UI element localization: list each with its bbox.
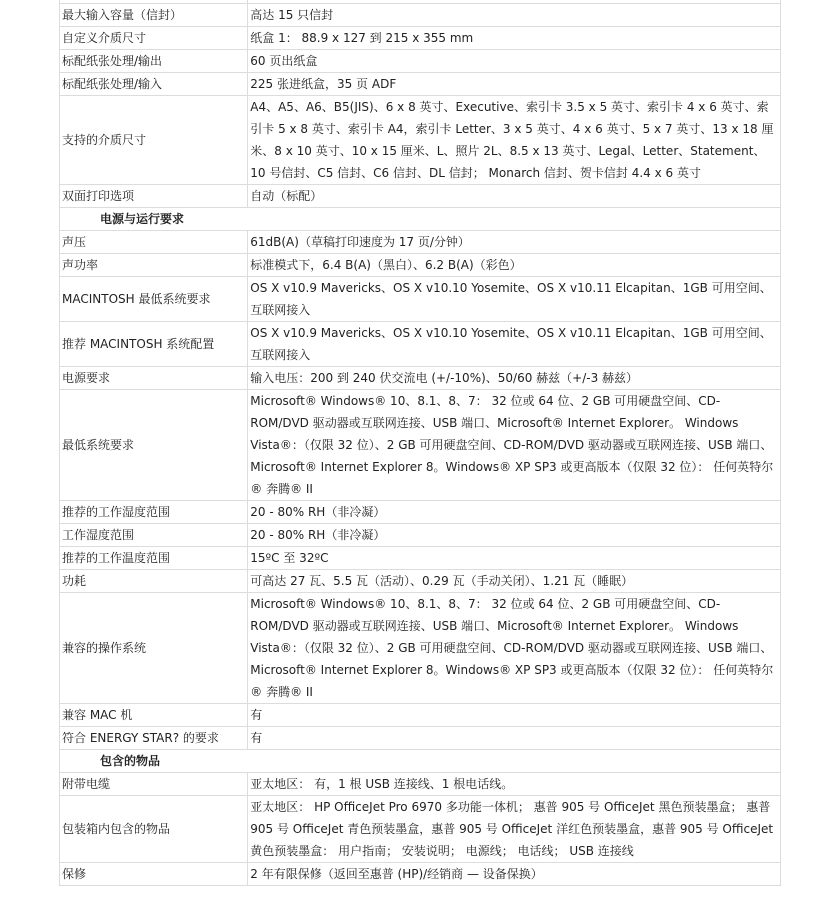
spec-label: 符合 ENERGY STAR? 的要求 xyxy=(60,727,248,750)
spec-value: A4、A5、A6、B5(JIS)、6 x 8 英寸、Executive、索引卡 3.5 x 5 英寸、索引卡 4 x 6 英寸、索引卡 5 x 8 英寸、索引卡 A4，索引卡 Letter、3 x 5 英寸、4 x 6 英寸、5 x 7 英寸、13 x 18 厘米、8 x 10 英寸、10 x 15 厘米、L、照片 2L、8.5 x 13 英寸、Legal、Letter、Statement、10 号信封、C5 信封、C6 信封、DL 信封； Monarch 信封、贺卡信封 4.4 x 6 英寸 xyxy=(248,96,781,185)
spec-value: 可高达 27 瓦、5.5 瓦（活动）、0.29 瓦（手动关闭）、1.21 瓦（睡眠） xyxy=(248,570,781,593)
spec-label: 双面打印选项 xyxy=(60,185,248,208)
spec-value: OS X v10.9 Mavericks、OS X v10.10 Yosemite、OS X v10.11 Elcapitan、1GB 可用空间、互联网接入 xyxy=(248,277,781,322)
section-row xyxy=(60,750,781,773)
table-row xyxy=(60,50,781,73)
spec-group-power xyxy=(60,231,781,750)
spec-value: 标准模式下，6.4 B(A)（黑白）、6.2 B(A)（彩色） xyxy=(248,254,781,277)
spec-value: 20 - 80% RH（非冷凝） xyxy=(248,524,781,547)
section-heading-power: 电源与运行要求 xyxy=(60,208,781,231)
table-row xyxy=(60,570,781,593)
spec-label: 推荐的工作温度范围 xyxy=(60,547,248,570)
table-row xyxy=(60,863,781,886)
table-row xyxy=(60,231,781,254)
spec-group-media xyxy=(60,4,781,208)
table-row xyxy=(60,96,781,185)
spec-label: 标配纸张处理/输入 xyxy=(60,73,248,96)
spec-label: 电源要求 xyxy=(60,367,248,390)
spec-label: 工作湿度范围 xyxy=(60,524,248,547)
table-row xyxy=(60,390,781,501)
table-row xyxy=(60,547,781,570)
section-row xyxy=(60,208,781,231)
spec-value: Microsoft® Windows® 10、8.1、8、7： 32 位或 64 位、2 GB 可用硬盘空间、CD-ROM/DVD 驱动器或互联网连接、USB 端口、Microsoft® Internet Explorer。 Windows Vista®：（仅限 32 位）、2 GB 可用硬盘空间、CD-ROM/DVD 驱动器或互联网连接、USB 端口、Microsoft® Internet Explorer 8。Windows® XP SP3 或更高版本（仅限 32 位）： 任何英特尔® 奔腾® II xyxy=(248,593,781,704)
table-row xyxy=(60,73,781,96)
spec-label: 附带电缆 xyxy=(60,773,248,796)
spec-value: 20 - 80% RH（非冷凝） xyxy=(248,501,781,524)
table-row xyxy=(60,4,781,27)
table-row xyxy=(60,524,781,547)
table-row xyxy=(60,277,781,322)
spec-label: 功耗 xyxy=(60,570,248,593)
spec-label: 标配纸张处理/输出 xyxy=(60,50,248,73)
table-row xyxy=(60,27,781,50)
spec-label: 最低系统要求 xyxy=(60,390,248,501)
spec-value: 自动（标配） xyxy=(248,185,781,208)
spec-label: 兼容 MAC 机 xyxy=(60,704,248,727)
spec-label: 推荐 MACINTOSH 系统配置 xyxy=(60,322,248,367)
table-row xyxy=(60,796,781,863)
spec-value: 输入电压：200 到 240 伏交流电 (+/-10%)、50/60 赫兹（+/-3 赫兹） xyxy=(248,367,781,390)
spec-label: 支持的介质尺寸 xyxy=(60,96,248,185)
spec-value: 15ºC 至 32ºC xyxy=(248,547,781,570)
spec-value: 61dB(A)（草稿打印速度为 17 页/分钟） xyxy=(248,231,781,254)
spec-label: 声功率 xyxy=(60,254,248,277)
spec-value: 2 年有限保修（返回至惠普 (HP)/经销商 — 设备保换） xyxy=(248,863,781,886)
spec-label: 声压 xyxy=(60,231,248,254)
spec-value: 亚太地区： 有，1 根 USB 连接线、1 根电话线。 xyxy=(248,773,781,796)
table-row xyxy=(60,185,781,208)
spec-value: 有 xyxy=(248,704,781,727)
table-row xyxy=(60,704,781,727)
table-row xyxy=(60,322,781,367)
spec-group-included xyxy=(60,773,781,886)
spec-label: 包装箱内包含的物品 xyxy=(60,796,248,863)
spec-value: 纸盒 1： 88.9 x 127 到 215 x 355 mm xyxy=(248,27,781,50)
spec-value: 亚太地区： HP OfficeJet Pro 6970 多功能一体机； 惠普 905 号 OfficeJet 黑色预装墨盒； 惠普 905 号 OfficeJet 青色预装墨盒，惠普 905 号 OfficeJet 洋红色预装墨盒，惠普 905 号 OfficeJet 黄色预装墨盒： 用户指南； 安装说明； 电源线； 电话线； USB 连接线 xyxy=(248,796,781,863)
spec-value: 有 xyxy=(248,727,781,750)
table-row xyxy=(60,254,781,277)
spec-label: 最大输入容量（信封） xyxy=(60,4,248,27)
table-row xyxy=(60,773,781,796)
table-row xyxy=(60,367,781,390)
spec-table xyxy=(59,0,781,886)
spec-label: MACINTOSH 最低系统要求 xyxy=(60,277,248,322)
table-row xyxy=(60,727,781,750)
spec-label: 兼容的操作系统 xyxy=(60,593,248,704)
spec-label: 保修 xyxy=(60,863,248,886)
spec-label: 自定义介质尺寸 xyxy=(60,27,248,50)
section-heading-included: 包含的物品 xyxy=(60,750,781,773)
spec-value: 60 页出纸盒 xyxy=(248,50,781,73)
spec-value: OS X v10.9 Mavericks、OS X v10.10 Yosemite、OS X v10.11 Elcapitan、1GB 可用空间、互联网接入 xyxy=(248,322,781,367)
spec-value: 225 张进纸盒，35 页 ADF xyxy=(248,73,781,96)
table-row xyxy=(60,593,781,704)
table-row xyxy=(60,501,781,524)
spec-value: 高达 15 只信封 xyxy=(248,4,781,27)
spec-label: 推荐的工作湿度范围 xyxy=(60,501,248,524)
spec-value: Microsoft® Windows® 10、8.1、8、7： 32 位或 64 位、2 GB 可用硬盘空间、CD-ROM/DVD 驱动器或互联网连接、USB 端口、Microsoft® Internet Explorer。 Windows Vista®：（仅限 32 位）、2 GB 可用硬盘空间、CD-ROM/DVD 驱动器或互联网连接、USB 端口、Microsoft® Internet Explorer 8。Windows® XP SP3 或更高版本（仅限 32 位）： 任何英特尔® 奔腾® II xyxy=(248,390,781,501)
